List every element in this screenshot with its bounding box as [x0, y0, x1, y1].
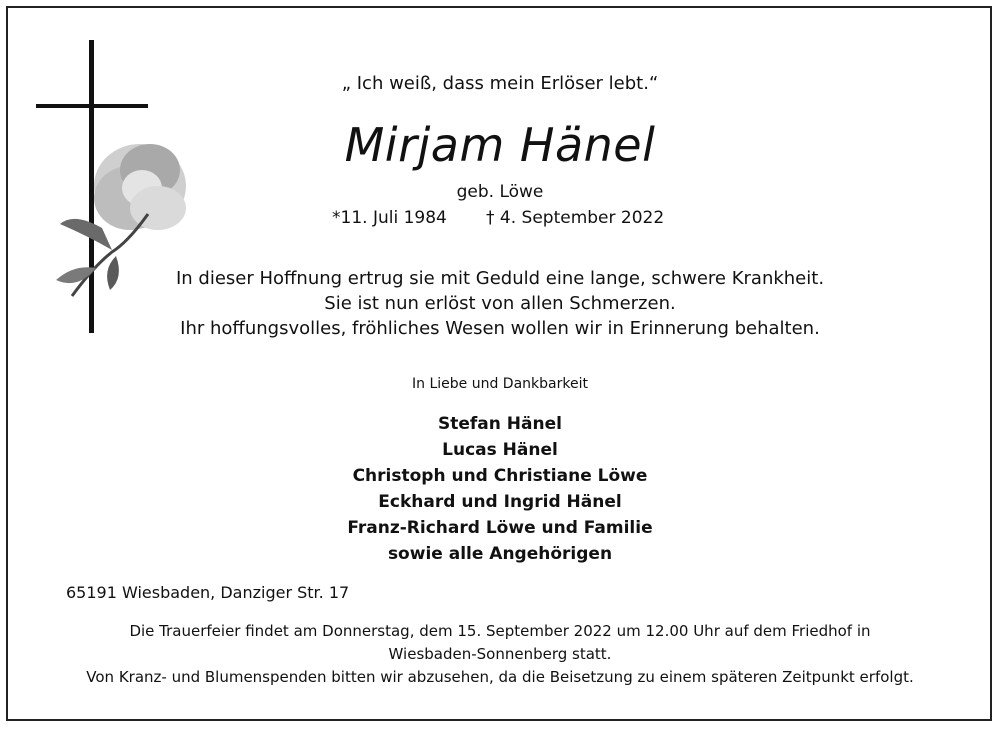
mourner: Eckhard und Ingrid Hänel	[378, 492, 622, 512]
mourner: sowie alle Angehörigen	[387, 544, 613, 564]
mourners-list	[0, 411, 1000, 567]
mourner: Stefan Hänel	[438, 414, 562, 434]
memorial-text	[0, 266, 1000, 341]
memorial-line: In dieser Hoffnung ertrug sie mit Geduld eine lange, schwere Krankheit.	[175, 268, 825, 289]
notice-line: Von Kranz- und Blumenspenden bitten wir abzusehen, da die Beisetzung zu einem späteren Zeitpunkt erfolgt.	[86, 668, 914, 686]
mourner: Franz-Richard Löwe und Familie	[347, 518, 653, 538]
notice-line: Wiesbaden-Sonnenberg statt.	[388, 645, 612, 663]
memorial-line: Sie ist nun erlöst von allen Schmerzen.	[324, 293, 676, 314]
mourner: Christoph und Christiane Löwe	[352, 466, 648, 486]
mourner: Lucas Hänel	[442, 440, 558, 460]
deceased-name: Mirjam Hänel	[344, 118, 656, 172]
address: 65191 Wiesbaden, Danziger Str. 17	[66, 583, 350, 602]
memorial-line: Ihr hoffungsvolles, fröhliches Wesen wollen wir in Erinnerung behalten.	[180, 318, 820, 339]
love-line: In Liebe und Dankbarkeit	[412, 376, 588, 392]
motto: „ Ich weiß, dass mein Erlöser lebt.“	[341, 73, 659, 94]
funeral-notice	[0, 620, 1000, 689]
birth-name: geb. Löwe	[456, 182, 544, 202]
birth-date: *11. Juli 1984	[332, 208, 447, 228]
death-date: † 4. September 2022	[486, 208, 665, 228]
notice-line: Die Trauerfeier findet am Donnerstag, dem 15. September 2022 um 12.00 Uhr auf dem Friedhof in	[129, 622, 871, 640]
